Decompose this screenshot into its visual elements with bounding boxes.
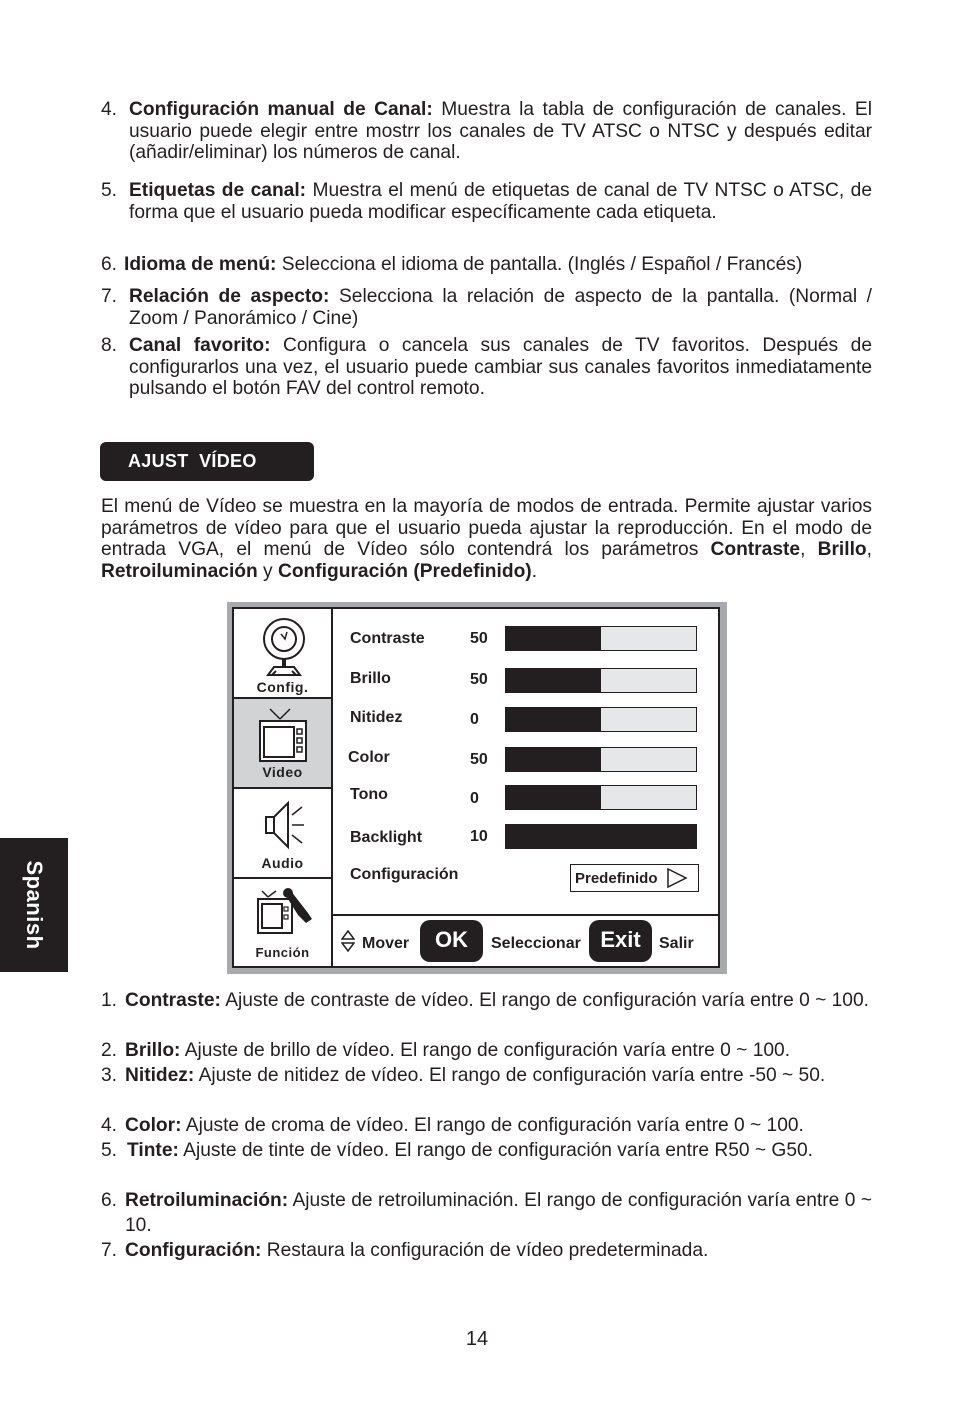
osd-menu — [227, 602, 727, 974]
slider-fill — [506, 669, 601, 692]
slider-fill — [506, 708, 601, 731]
list-item — [101, 254, 891, 276]
ok-button[interactable] — [420, 920, 483, 962]
slider-fill — [506, 825, 696, 848]
slider-fill — [506, 748, 601, 771]
list-term: Contraste: — [125, 990, 221, 1011]
setting-value: 0 — [470, 711, 479, 728]
list-number: 4. — [101, 1115, 118, 1136]
list-item — [101, 99, 872, 164]
setting-label: Contraste — [350, 630, 425, 647]
list-text: Ajuste de nitidez de vídeo. El rango de configuración varía entre -50 ~ 50. — [194, 1065, 826, 1086]
setting-value: 50 — [470, 630, 488, 647]
section-intro — [101, 496, 872, 582]
preset-label: Predefinido — [575, 870, 658, 887]
play-arrow-icon — [666, 868, 688, 888]
osd-panel — [232, 607, 720, 968]
list-number: 3. — [101, 1065, 118, 1086]
list-number: 5. — [101, 180, 118, 201]
move-label: Mover — [362, 935, 410, 952]
intro-sep-2: , — [866, 539, 872, 560]
intro-bold-1: Contraste — [710, 539, 801, 560]
language-side-tab — [0, 838, 68, 972]
setting-value: 10 — [470, 828, 488, 845]
tv-icon — [254, 705, 310, 767]
up-down-arrow-icon — [341, 930, 355, 952]
list-item — [101, 1038, 872, 1063]
list-term: Canal favorito: — [129, 335, 271, 356]
intro-sep-4: . — [531, 560, 538, 582]
list-text: Ajuste de croma de vídeo. El rango de configuración varía entre 0 ~ 100. — [181, 1115, 804, 1136]
exit-text: Salir — [659, 935, 694, 952]
list-item — [101, 335, 872, 400]
osd-tab-column — [234, 609, 333, 966]
tab-function[interactable] — [234, 879, 331, 966]
list-text: Ajuste de brillo de vídeo. El rango de configuración varía entre 0 ~ 100. — [180, 1040, 791, 1061]
intro-text: El menú de Vídeo se muestra en la mayoría de modos de entrada. Permite ajustar varios parámetros de vídeo para que el usuario pueda ajustar la reproducción. En el modo de entrada VGA, el menú de Vídeo sólo contendrá los parámetros — [101, 496, 872, 560]
list-item — [101, 1138, 872, 1163]
list-term: Etiquetas de canal: — [129, 180, 307, 201]
setting-label: Brillo — [350, 670, 391, 687]
list-text: Selecciona el idioma de pantalla. (Inglés / Español / Francés) — [276, 254, 803, 275]
setting-slider[interactable] — [505, 668, 697, 693]
page-number: 14 — [465, 1328, 489, 1350]
list-term: Retroiluminación: — [125, 1190, 289, 1211]
slider-fill — [506, 627, 601, 650]
tab-config[interactable] — [234, 609, 331, 699]
tab-label: Config. — [256, 679, 309, 695]
tab-label: Audio — [261, 855, 304, 871]
setting-slider[interactable] — [505, 707, 697, 732]
list-text: Ajuste de retroiluminación. El rango de configuración varía entre 0 ~ 10. — [125, 1190, 872, 1236]
intro-sep-3: y — [257, 560, 278, 582]
intro-bold-2: Brillo — [817, 539, 867, 560]
list-number: 6. — [101, 1190, 118, 1211]
list-term: Relación de aspecto: — [129, 286, 330, 307]
list-term: Color: — [125, 1115, 182, 1136]
section-title: AJUST VÍDEO — [128, 451, 257, 471]
list-number: 1. — [101, 990, 118, 1011]
list-text: Ajuste de tinte de vídeo. El rango de configuración varía entre R50 ~ G50. — [178, 1140, 814, 1161]
intro-sep-1: , — [800, 539, 818, 560]
tab-label: Video — [262, 764, 303, 780]
section-heading — [100, 442, 314, 481]
list-item — [101, 1188, 872, 1238]
preset-button[interactable] — [570, 864, 699, 892]
setting-label: Color — [348, 749, 390, 766]
tab-label: Función — [255, 945, 310, 960]
list-text: Restaura la configuración de vídeo predeterminada. — [261, 1240, 709, 1261]
list-number: 5. — [101, 1140, 118, 1161]
setting-slider[interactable] — [505, 824, 697, 849]
select-label: Seleccionar — [491, 935, 581, 952]
intro-bold-4: Configuración (Predefinido) — [277, 560, 532, 582]
tv-wrench-icon — [254, 885, 314, 945]
list-text: Muestra la tabla de configuración de canales. El usuario puede elegir entre mostrr los canales de TV ATSC o NTSC y después editar (añadir/eliminar) los números de canal. — [129, 99, 872, 163]
list-term: Brillo: — [125, 1040, 181, 1061]
list-number: 2. — [101, 1040, 118, 1061]
list-item — [101, 1113, 891, 1138]
list-number: 7. — [101, 286, 118, 307]
list-item — [101, 286, 872, 329]
tab-video[interactable] — [234, 699, 331, 789]
exit-label: Exit — [600, 927, 641, 952]
list-term: Configuración: — [125, 1240, 262, 1261]
list-number: 6. — [101, 254, 118, 275]
list-item — [101, 988, 872, 1013]
list-text: Muestra el menú de etiquetas de canal de TV NTSC o ATSC, de forma que el usuario pueda modificar específicamente cada etiqueta. — [129, 180, 872, 223]
list-text: Ajuste de contraste de vídeo. El rango de configuración varía entre 0 ~ 100. — [220, 990, 869, 1011]
list-text: Configura o cancela sus canales de TV favoritos. Después de configurarlos una vez, el usuario puede cambiar sus canales favoritos inmediatamente pulsando el botón FAV del control remoto. — [129, 335, 872, 399]
exit-button[interactable] — [589, 920, 652, 962]
config-label: Configuración — [350, 866, 459, 883]
setting-slider[interactable] — [505, 785, 697, 810]
list-item — [101, 1238, 872, 1263]
setting-value: 50 — [470, 751, 488, 768]
list-number: 8. — [101, 335, 118, 356]
list-term: Tinte: — [127, 1140, 179, 1161]
side-tab-label: Spanish — [22, 860, 47, 950]
intro-bold-3: Retroiluminación — [101, 560, 258, 582]
list-term: Configuración manual de Canal: — [129, 99, 433, 120]
list-term: Nitidez: — [125, 1065, 195, 1086]
setting-label: Nitidez — [350, 709, 403, 726]
osd-footer — [331, 914, 718, 966]
list-term: Idioma de menú: — [124, 254, 277, 275]
setting-label: Tono — [350, 786, 388, 803]
setting-value: 0 — [470, 790, 479, 807]
list-item — [101, 1063, 872, 1088]
setting-value: 50 — [470, 671, 488, 688]
list-text: Selecciona la relación de aspecto de la pantalla. (Normal / Zoom / Panorámico / Cine) — [129, 286, 872, 329]
list-number: 4. — [101, 99, 118, 120]
list-number: 7. — [101, 1240, 118, 1261]
slider-fill — [506, 786, 601, 809]
ok-label: OK — [435, 927, 468, 952]
setting-slider[interactable] — [505, 747, 697, 772]
setting-label: Backlight — [350, 829, 423, 846]
speaker-icon — [254, 795, 310, 857]
list-item — [101, 180, 872, 223]
setting-slider[interactable] — [505, 626, 697, 651]
satellite-dish-icon — [254, 615, 310, 677]
tab-audio[interactable] — [234, 789, 331, 879]
